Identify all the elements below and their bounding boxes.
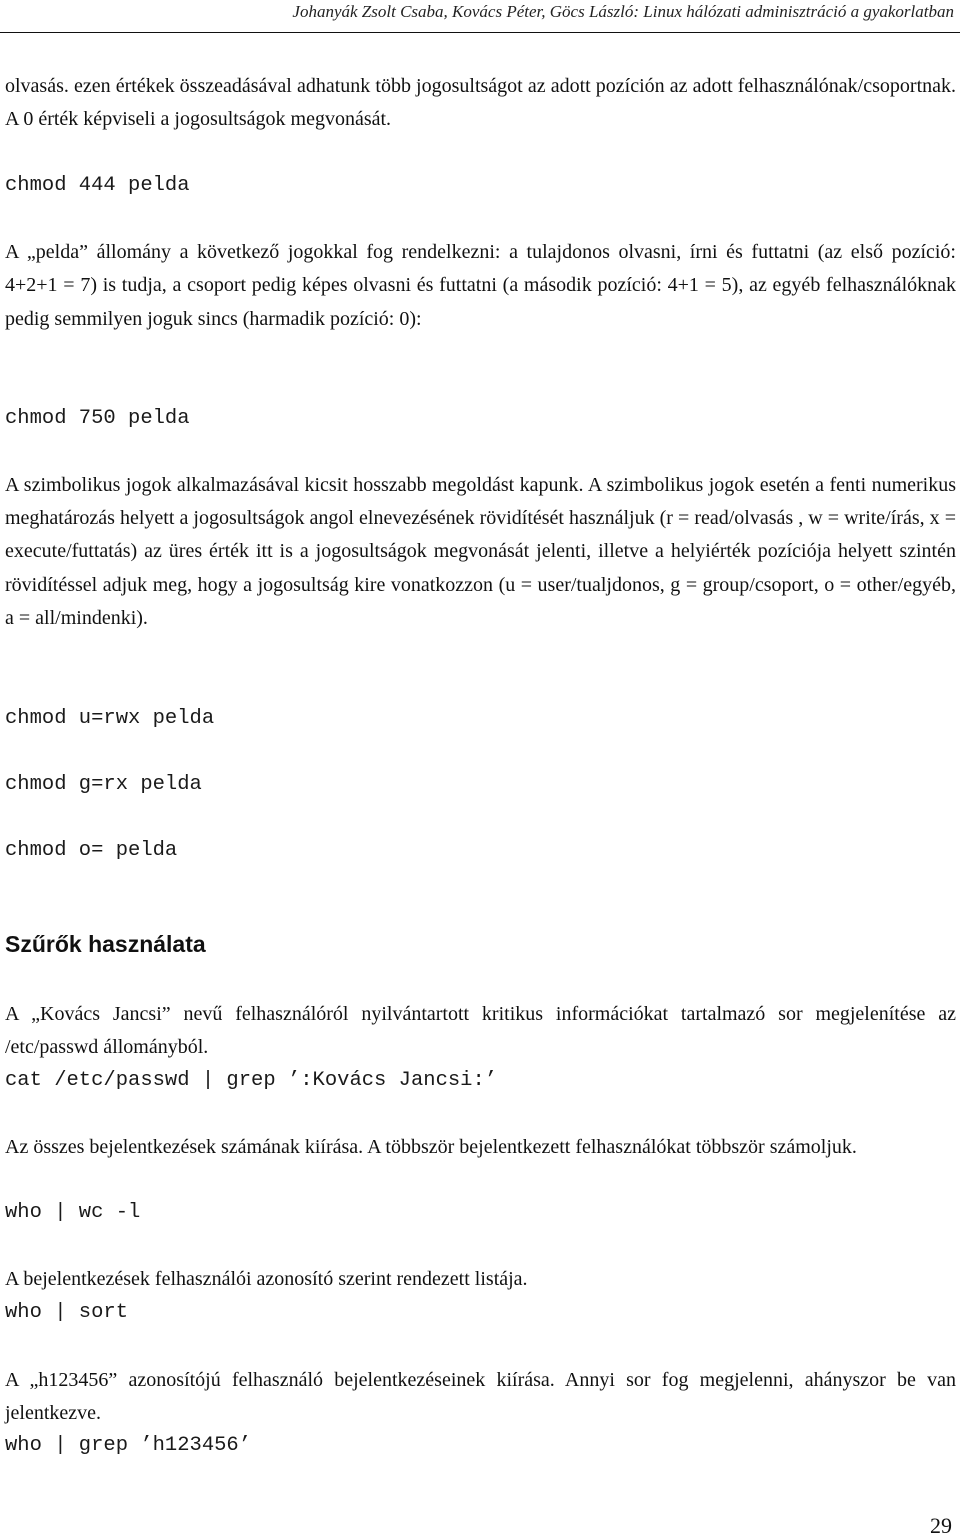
paragraph-numeric-example: A „pelda” állomány a következő jogokkal fog rendelkezni: a tulajdonos olvasni, írni és futtatni (az első pozíció: 4+2+1 = 7) is tudja, a csoport pedig képes olvasni és futtatni (a második pozíció: 4+1 = 5), az egyéb felhasználóknak pedig semmilyen joguk sincs (harmadik pozíció: 0): xyxy=(5,241,956,330)
paragraph-sorted-logins: A bejelentkezések felhasználói azonosító szerint rendezett listája. xyxy=(5,1268,528,1290)
code-chmod-444: chmod 444 pelda xyxy=(5,174,190,197)
code-who-wc: who | wc -l xyxy=(5,1201,141,1224)
code-chmod-group: chmod g=rx pelda xyxy=(5,773,202,796)
paragraph-grep-passwd: A „Kovács Jancsi” nevű felhasználóról nyilvántartott kritikus információkat tartalmazó sor megjelenítése az /etc/passwd állományból. xyxy=(5,1003,956,1059)
header-divider xyxy=(0,32,960,33)
code-chmod-user: chmod u=rwx pelda xyxy=(5,707,215,730)
page-number: 29 xyxy=(930,1513,952,1538)
code-chmod-other: chmod o= pelda xyxy=(5,839,178,862)
paragraph-symbolic-rights: A szimbolikus jogok alkalmazásával kicsit hosszabb megoldást kapunk. A szimbolikus jogok esetén a fenti numerikus meghatározás helyett a jogosultságok angol elnevezésének rövidítését használjuk (r = read/olvasás , w = write/írás, x = execute/futtatás) az üres érték itt is a jogosultságok megvonását jelenti, illetve a helyiérték pozíciója helyett szintén rövidítéssel adjuk meg, hogy a jogosultság kire vonatkozzon (u = user/tualjdonos, g = group/csoport, o = other/egyéb, a = all/mindenki). xyxy=(5,474,956,629)
code-who-sort: who | sort xyxy=(5,1301,129,1324)
code-grep-passwd: cat /etc/passwd | grep ’:Kovács Jancsi:’ xyxy=(5,1069,498,1092)
running-header: Johanyák Zsolt Csaba, Kovács Péter, Göcs László: Linux hálózati adminisztráció a gyakorlatban xyxy=(292,2,954,21)
section-heading-filters: Szűrők használata xyxy=(5,931,206,957)
paragraph-count-logins: Az összes bejelentkezések számának kiírása. A többször bejelentkezett felhasználókat többször számoljuk. xyxy=(5,1136,857,1158)
paragraph-user-logins: A „h123456” azonosítójú felhasználó bejelentkezéseinek kiírása. Annyi sor fog megjelenni, ahányszor be van jelentkezve. xyxy=(5,1369,956,1425)
paragraph-permissions-intro: olvasás. ezen értékek összeadásával adhatunk több jogosultságot az adott pozíción az adott felhasználónak/csoportnak. A 0 érték képviseli a jogosultságok megvonását. xyxy=(5,75,956,131)
code-chmod-750: chmod 750 pelda xyxy=(5,407,190,430)
code-who-grep: who | grep ’h123456’ xyxy=(5,1434,252,1457)
